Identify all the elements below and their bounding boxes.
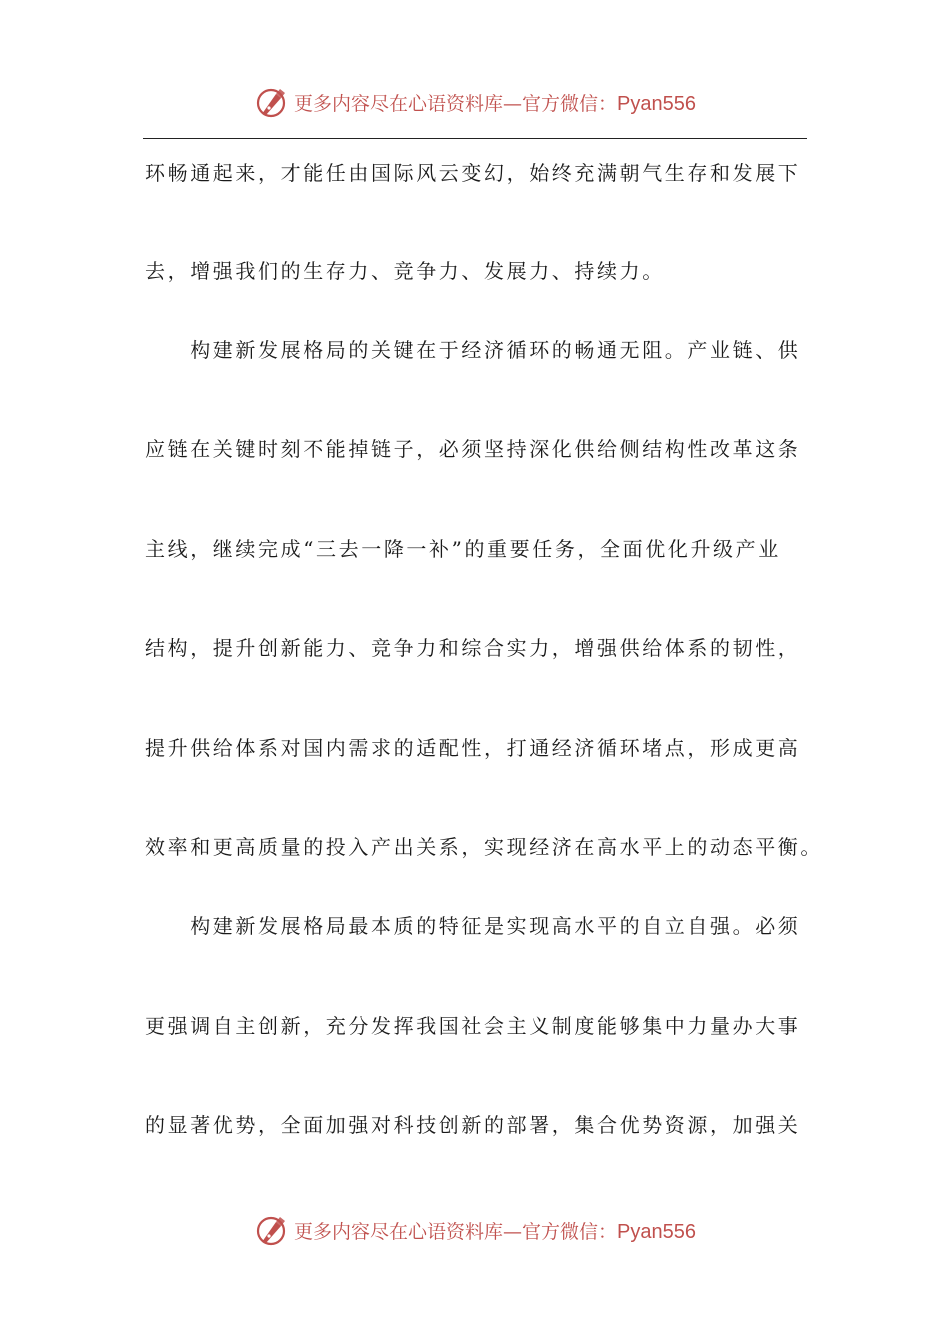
text-line-5: 主线，继续完成“三去一降一补”的重要任务，全面优化升级产业 [145, 537, 781, 561]
text-line-1: 环畅通起来，才能任由国际风云变幻，始终充满朝气生存和发展下 [145, 161, 801, 185]
text-line-4: 应链在关键时刻不能掉链子，必须坚持深化供给侧结构性改革这条 [145, 437, 801, 461]
text-line-9: 构建新发展格局最本质的特征是实现高水平的自立自强。必须 [145, 914, 801, 938]
header-divider [143, 138, 807, 139]
header-banner-handle: Pyan556 [617, 92, 696, 115]
text-line-11: 的显著优势，全面加强对科技创新的部署，集合优势资源，加强关 [145, 1113, 801, 1137]
header-banner [0, 82, 950, 122]
text-line-10: 更强调自主创新，充分发挥我国社会主义制度能够集中力量办大事 [145, 1014, 801, 1038]
pen-nib-logo-icon [254, 84, 290, 120]
footer-banner-main: 更多内容尽在心语资料库—官方微信： [294, 1220, 618, 1243]
text-line-3: 构建新发展格局的关键在于经济循环的畅通无阻。产业链、供 [145, 338, 801, 362]
text-line-8: 效率和更高质量的投入产出关系，实现经济在高水平上的动态平衡。 [145, 835, 823, 859]
text-line-6: 结构，提升创新能力、竞争力和综合实力，增强供给体系的韧性， [145, 636, 801, 660]
header-banner-main: 更多内容尽在心语资料库—官方微信： [294, 92, 618, 115]
pen-nib-logo-icon [254, 1212, 290, 1248]
text-line-7: 提升供给体系对国内需求的适配性，打通经济循环堵点，形成更高 [145, 736, 801, 760]
footer-banner-handle: Pyan556 [617, 1220, 696, 1243]
text-line-2: 去，增强我们的生存力、竞争力、发展力、持续力。 [145, 259, 665, 283]
footer-banner [0, 1210, 950, 1250]
footer-banner-text [294, 1217, 696, 1244]
header-banner-text [294, 89, 696, 116]
